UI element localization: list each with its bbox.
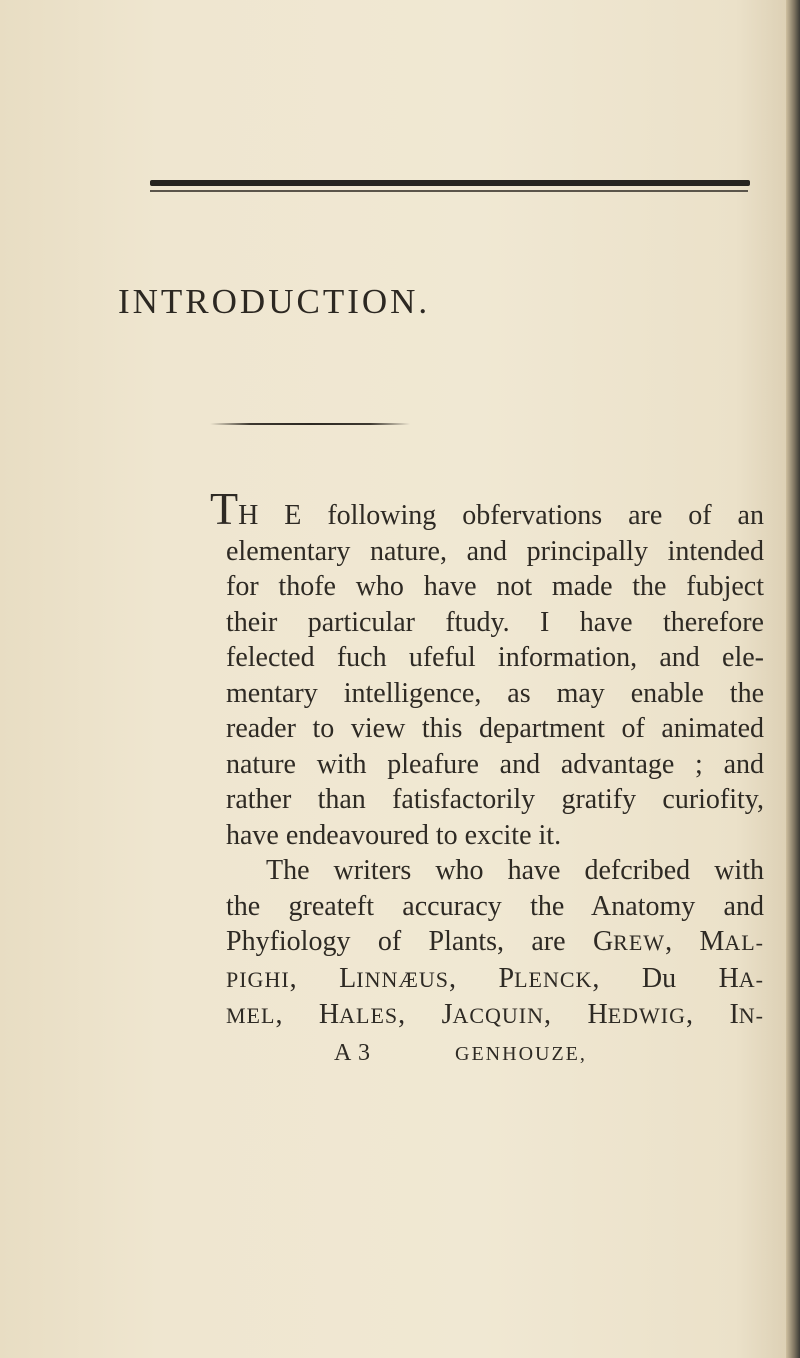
title-divider-rule	[210, 423, 410, 425]
text-line: felected fuch ufeful information, and ele-	[226, 642, 764, 673]
text-line: their particular ftudy. I have therefore	[226, 606, 764, 638]
body-text	[210, 483, 765, 1072]
text-line: TH E following obfervations are of an	[210, 483, 764, 534]
catchword: GENHOUZE,	[455, 1042, 587, 1065]
signature-mark: A 3	[334, 1039, 372, 1066]
text-line: have endeavoured to excite it.	[226, 819, 562, 851]
text-line: elementary nature, and principally intended	[226, 535, 764, 567]
text-line: Phyfiology of Plants, are GREW, MAL-	[226, 926, 765, 957]
page-title: INTRODUCTION.	[118, 282, 431, 321]
text-line: nature with pleafure and advantage ; and	[226, 748, 764, 780]
footer-line	[226, 1034, 764, 1073]
drop-cap: T	[210, 483, 239, 534]
text-line: mentary intelligence, as may enable the	[226, 677, 764, 709]
text-line: The writers who have defcribed with	[266, 855, 764, 886]
top-ornamental-rule	[150, 180, 750, 186]
text-line: rather than fatisfactorily gratify curiofity,	[226, 784, 764, 815]
text-line: MEL, HALES, JACQUIN, HEDWIG, IN-	[226, 999, 764, 1030]
top-thin-rule	[150, 190, 748, 192]
text-line: PIGHI, LINNÆUS, PLENCK, Du HA-	[226, 962, 765, 994]
text-line: for thofe who have not made the fubject	[226, 571, 764, 602]
text-line: the greateft accuracy the Anatomy and	[226, 890, 764, 922]
text-line: reader to view this department of animated	[226, 713, 764, 744]
page-edge-shadow	[786, 0, 800, 1358]
